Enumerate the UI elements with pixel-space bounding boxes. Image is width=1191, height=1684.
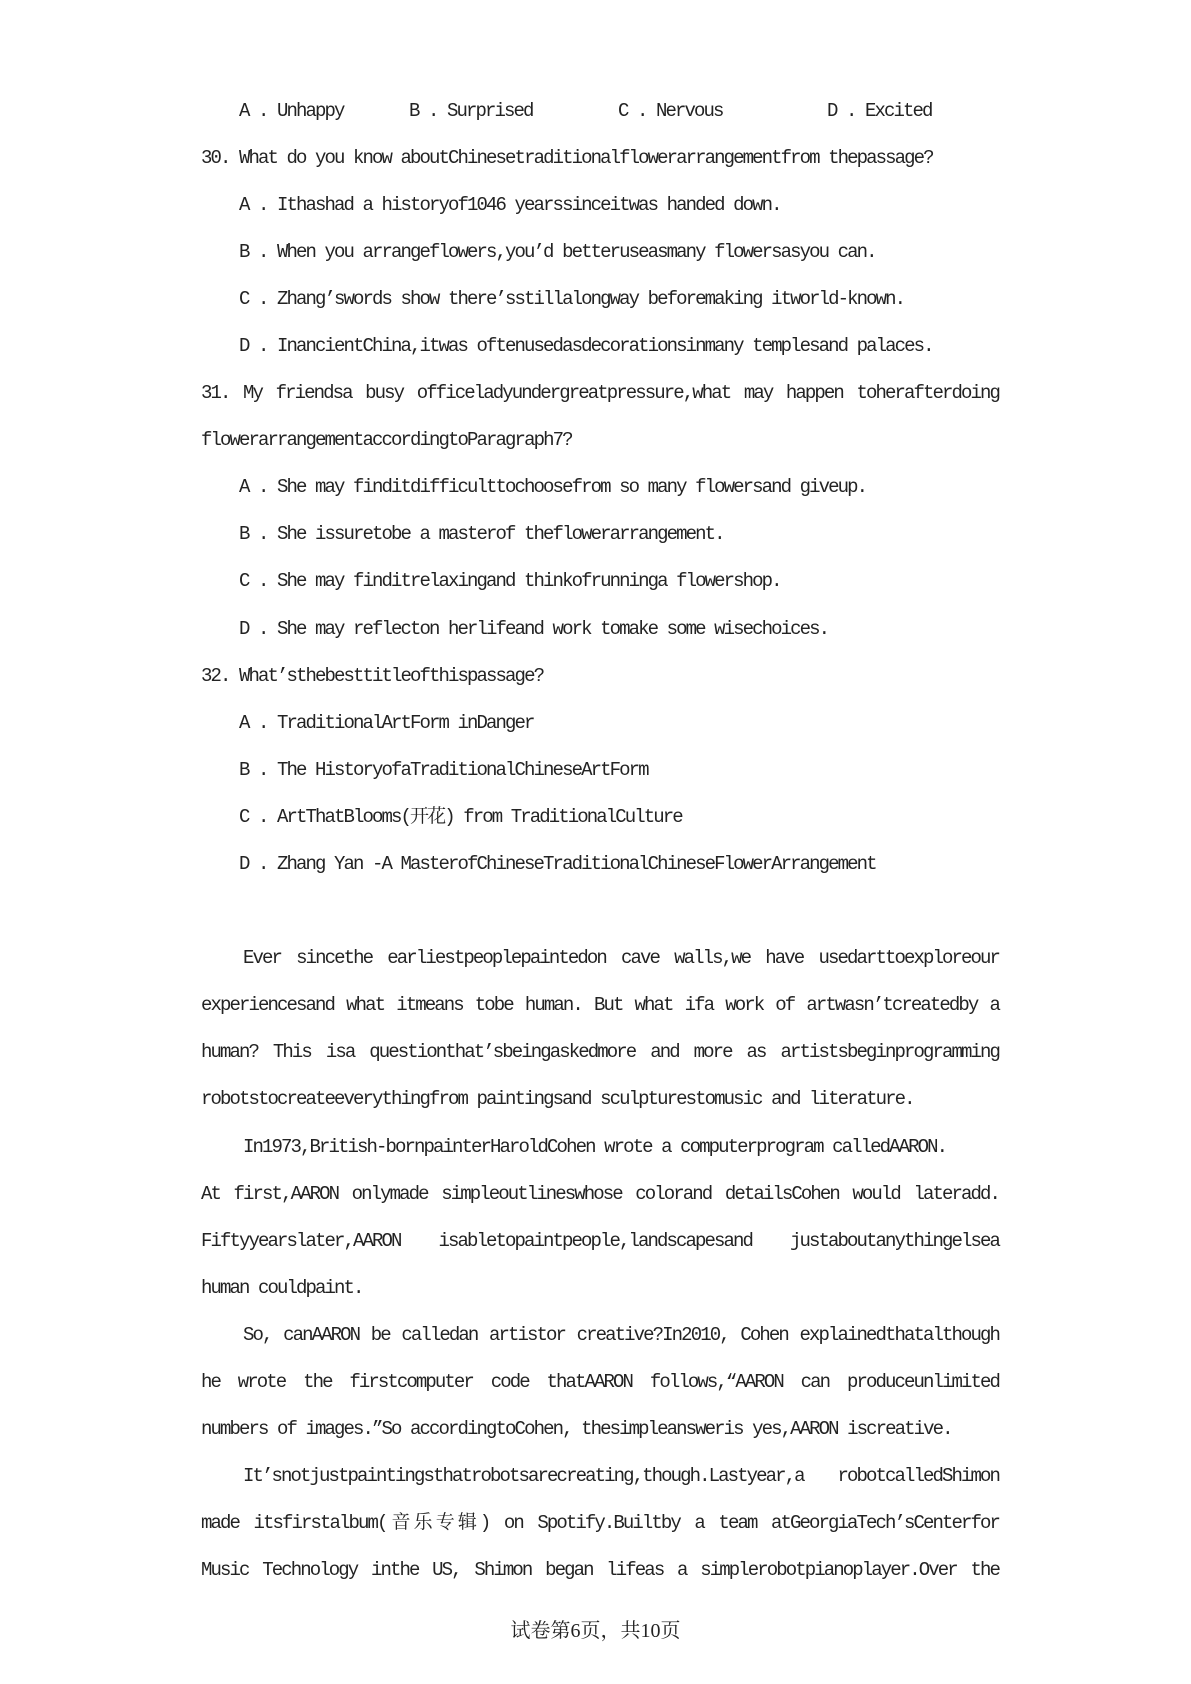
passage-paragraph-4 (0, 1453, 1191, 1594)
q29-option-c: C . Nervous (618, 99, 723, 122)
passage-line: At first,AARON onlymade simpleoutlineswhose colorand detailsCohen would lateradd. (201, 1182, 999, 1205)
q29-option-d: D . Excited (827, 99, 932, 122)
passage-paragraph-1 (0, 935, 1191, 1123)
q31-option-c: C . She may finditrelaxingand thinkofrunninga flowershop. (239, 570, 781, 593)
passage-line: human? This isa questionthat’sbeingaskedmore and more as artistsbeginprogramming (201, 1041, 999, 1064)
page-content (0, 88, 1191, 1595)
passage-line: Ever sincethe earliestpeoplepaintedon cave walls,we have usedarttoexploreour (243, 947, 999, 970)
q31-option-b: B . She issuretobe a masterof theflowerarrangement. (239, 523, 724, 546)
q29-option-a: A . Unhappy (239, 99, 344, 122)
q32-option-d: D . Zhang Yan -A MasterofChineseTraditionalChineseFlowerArrangement (239, 853, 876, 875)
q30-option-d: D . InancientChina,itwas oftenusedasdecorationsinmany templesand palaces. (239, 334, 933, 357)
q32-stem: 32. What’sthebesttitleofthispassage? (201, 664, 544, 687)
q31-stem-line-2: flowerarrangementaccordingtoParagraph7? (201, 429, 572, 452)
q31-option-d: D . She may reflecton herlifeand work tomake some wisechoices. (239, 617, 829, 640)
passage-line: In1973,British-bornpainterHaroldCohen wrote a computerprogram calledAARON. (243, 1135, 947, 1158)
q32-option-c: C . ArtThatBlooms(开花) from TraditionalCulture (239, 805, 682, 828)
passage-line: made itsfirstalbum(音乐专辑) on Spotify.Builtby a team atGeorgiaTech’sCenterfor (201, 1512, 999, 1535)
section-spacer (0, 888, 1191, 935)
q30-option-c: C . Zhang’swords show there’sstillalongway beforemaking itworld-known. (239, 287, 905, 310)
passage-line: It’snotjustpaintingsthatrobotsarecreating,though.Lastyear,a robotcalledShimon (243, 1465, 999, 1488)
q31-stem-line-1: 31. My friendsa busy officeladyundergreatpressure,what may happen toherafterdoing (201, 382, 999, 405)
passage-paragraph-3 (0, 1312, 1191, 1453)
passage-line: Music Technology inthe US, Shimon began lifeas a simplerobotpianoplayer.Over the (201, 1559, 999, 1582)
passage-line: robotstocreateeverythingfrom paintingsand sculpturestomusic and literature. (201, 1088, 914, 1111)
passage-line: So, canAARON be calledan artistor creative?In2010, Cohen explainedthatalthough (243, 1323, 999, 1346)
passage-line: numbers of images.”So accordingtoCohen, thesimpleansweris yes,AARON iscreative. (201, 1418, 952, 1441)
passage-line: human couldpaint. (201, 1276, 363, 1299)
passage-line: Fiftyyearslater,AARON isabletopaintpeople,landscapesand justaboutanythingelsea (201, 1229, 999, 1252)
page-number-footer: 试卷第6页，共10页 (510, 1620, 681, 1642)
q29-options-row (0, 88, 1191, 135)
passage-line: experiencesand what itmeans tobe human. But what ifa work of artwasn’tcreatedby a (201, 994, 999, 1017)
passage-paragraph-2 (0, 1124, 1191, 1312)
q31-option-a: A . She may finditdifficulttochoosefrom so many flowersand giveup. (239, 476, 867, 499)
passage-line: he wrote the firstcomputer code thatAARON follows,“AARON can produceunlimited (201, 1371, 999, 1394)
q30-option-b: B . When you arrangeflowers,you’d betteruseasmany flowersasyou can. (239, 240, 876, 263)
q30-option-a: A . Ithashad a historyof1046 yearssinceitwas handed down. (239, 193, 781, 216)
q30-stem: 30. What do you know aboutChinesetraditionalflowerarrangementfrom thepassage? (201, 146, 933, 169)
q32-option-a: A . TraditionalArtForm inDanger (239, 711, 534, 734)
q32-option-b: B . The HistoryofaTraditionalChineseArtForm (239, 758, 648, 781)
q29-option-b: B . Surprised (409, 99, 533, 122)
